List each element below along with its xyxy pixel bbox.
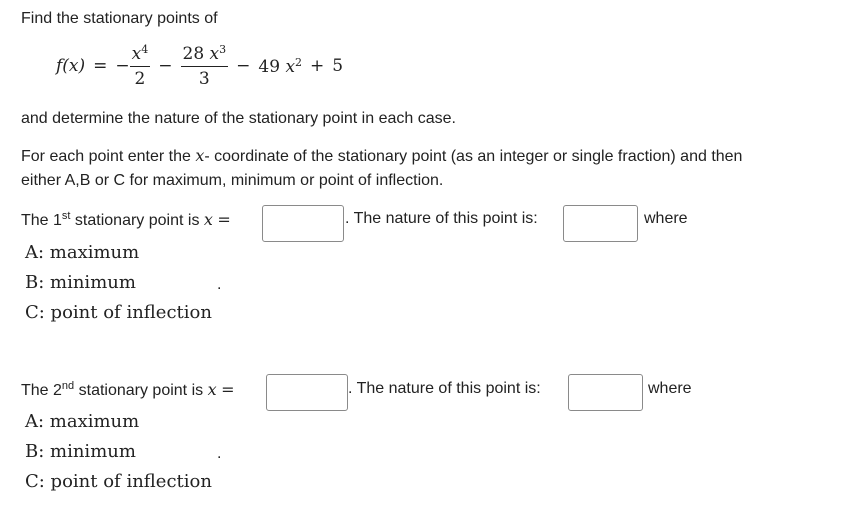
fraction-term-1: $\frac{x^4}{2}$	[131, 43, 149, 89]
fraction-term-2: $\frac{28 x^3}{3}$	[182, 43, 227, 89]
part-1-prompt: The 1st stationary point is x =	[21, 210, 231, 229]
question-after-formula: and determine the nature of the stationary point in each case.	[21, 110, 456, 127]
negative-sign: −	[115, 56, 130, 76]
function-formula	[56, 43, 343, 89]
part-1-option-a: A: maximum	[25, 242, 140, 263]
part-2-nature-input[interactable]	[568, 374, 643, 411]
minus-sign: −	[158, 56, 173, 76]
part-1-nature-input[interactable]	[563, 205, 638, 242]
instructions-line-1: For each point enter the x- coordinate of the stationary point (as an integer or single fraction) and then	[21, 146, 743, 165]
part-1-nature-label: . The nature of this point is:	[345, 210, 538, 227]
part-2-prompt: The 2nd stationary point is x =	[21, 380, 235, 399]
part-2-x-input[interactable]	[266, 374, 348, 411]
term-3: 49 $x^2$	[258, 55, 303, 77]
part-2-trailing-dot: .	[217, 445, 222, 462]
part-2-option-b: B: minimum	[25, 441, 136, 462]
plus-sign: +	[310, 56, 325, 76]
part-1-option-c: C: point of inflection	[25, 302, 212, 323]
instructions-line-2: either A,B or C for maximum, minimum or point of inflection.	[21, 172, 444, 189]
part-2-nature-label: . The nature of this point is:	[348, 380, 541, 397]
part-1-where-label: where	[644, 210, 688, 227]
constant-term: 5	[332, 56, 344, 76]
part-1-x-input[interactable]	[262, 205, 344, 242]
equals-sign: =	[93, 56, 108, 76]
function-lhs: f(x)	[56, 56, 86, 76]
part-1-option-b: B: minimum	[25, 272, 136, 293]
part-2-option-a: A: maximum	[25, 411, 140, 432]
part-1-trailing-dot: .	[217, 276, 222, 293]
question-intro: Find the stationary points of	[21, 10, 218, 27]
part-2-option-c: C: point of inflection	[25, 471, 212, 492]
part-2-where-label: where	[648, 380, 692, 397]
minus-sign: −	[236, 56, 251, 76]
